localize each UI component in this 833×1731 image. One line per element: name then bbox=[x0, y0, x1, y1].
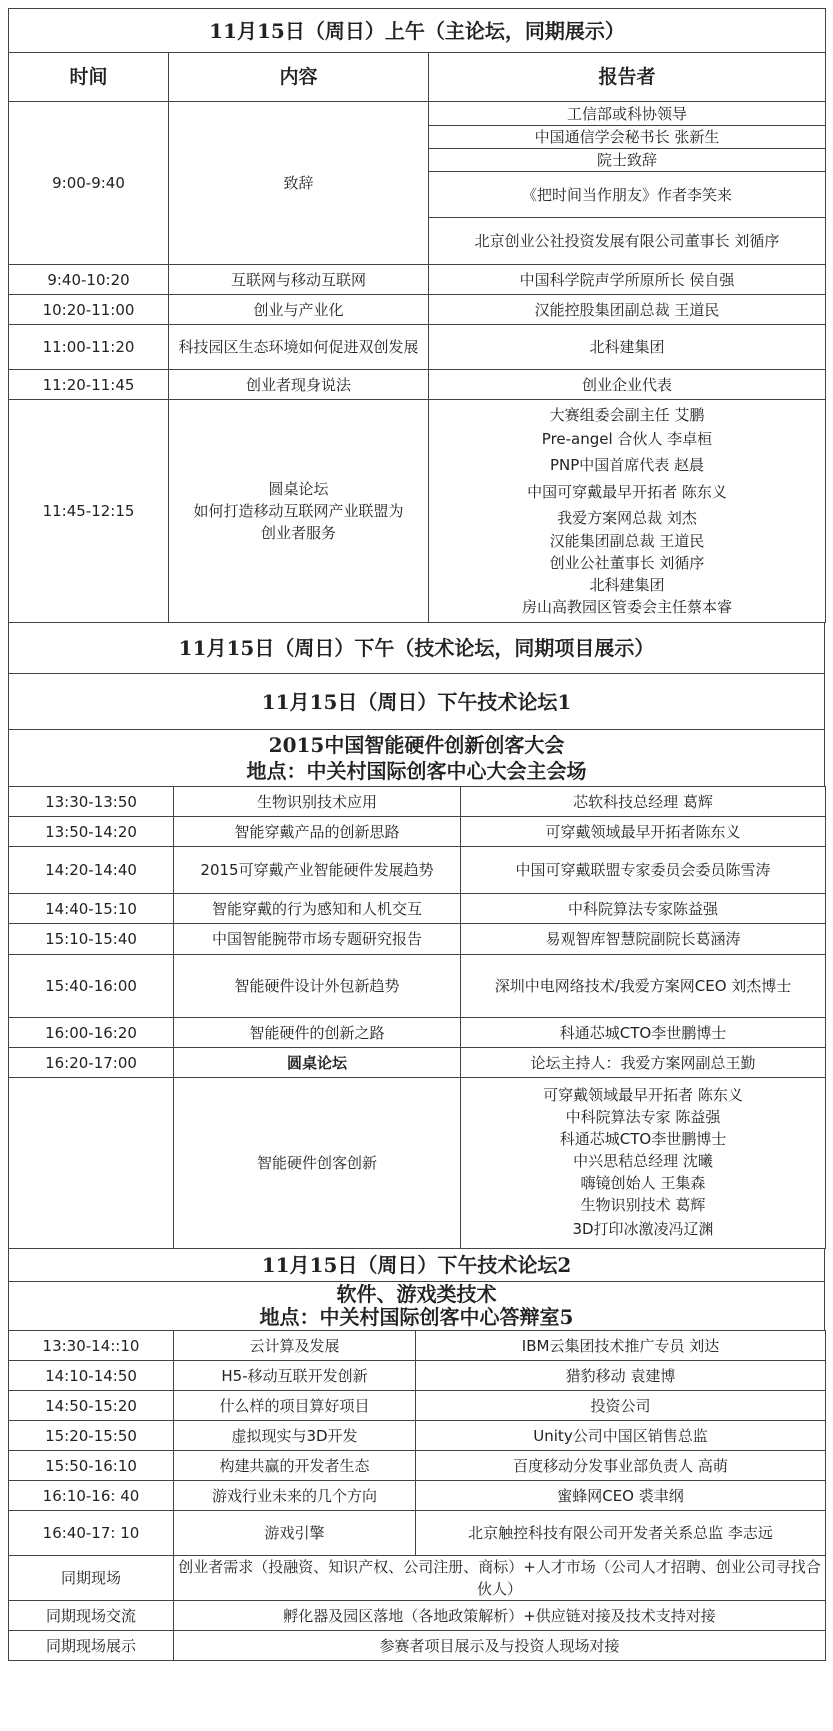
forum2-title-table bbox=[8, 1248, 825, 1331]
row-time: 13:30-14::10 bbox=[9, 1331, 174, 1361]
schedule-document bbox=[8, 8, 825, 1661]
panel-speaker: 3D打印冰激凌冯辽渊 bbox=[572, 1220, 714, 1238]
row-content: 智能硬件的创新之路 bbox=[174, 1018, 461, 1048]
roundtable-speaker: 中国可穿戴最早开拓者 陈东义 bbox=[527, 483, 727, 501]
row-content: 智能穿戴的行为感知和人机交互 bbox=[174, 894, 461, 924]
header-time: 时间 bbox=[9, 53, 169, 102]
extra-label: 同期现场 bbox=[9, 1556, 174, 1601]
row-time: 14:20-14:40 bbox=[9, 847, 174, 894]
row-speaker: 深圳中电网络技术/我爱方案网CEO 刘杰博士 bbox=[461, 955, 826, 1018]
table-row bbox=[9, 1601, 826, 1631]
extras-table bbox=[8, 1555, 826, 1661]
table-row bbox=[9, 370, 826, 400]
table-row bbox=[9, 1556, 826, 1601]
row-time: 16:00-16:20 bbox=[9, 1018, 174, 1048]
row-speaker: Unity公司中国区销售总监 bbox=[416, 1421, 826, 1451]
row-content: 2015可穿戴产业智能硬件发展趋势 bbox=[174, 847, 461, 894]
table-row bbox=[9, 924, 826, 955]
row-content: 科技园区生态环境如何促进双创发展 bbox=[169, 325, 429, 370]
extra-content: 创业者需求（投融资、知识产权、公司注册、商标）+人才市场（公司人才招聘、创业公司寻找合伙人） bbox=[174, 1556, 826, 1601]
row-time: 15:50-16:10 bbox=[9, 1451, 174, 1481]
forum1-title: 11月15日（周日）下午技术论坛1 bbox=[9, 674, 825, 730]
table-row bbox=[9, 325, 826, 370]
row-time: 11:20-11:45 bbox=[9, 370, 169, 400]
row-time: 13:50-14:20 bbox=[9, 817, 174, 847]
roundtable-speaker: 北科建集团 bbox=[589, 576, 665, 594]
table-row bbox=[9, 1331, 826, 1361]
row-content: 虚拟现实与3D开发 bbox=[174, 1421, 416, 1451]
roundtable-speaker: 我爱方案网总裁 刘杰 bbox=[557, 509, 697, 527]
opening-time: 9:00-9:40 bbox=[9, 102, 169, 265]
table-row bbox=[9, 1511, 826, 1556]
table-row bbox=[9, 1048, 826, 1078]
table-row bbox=[9, 1361, 826, 1391]
table-row bbox=[9, 1391, 826, 1421]
row-time: 13:30-13:50 bbox=[9, 787, 174, 817]
forum1-table bbox=[8, 786, 826, 1249]
row-content: H5-移动互联开发创新 bbox=[174, 1361, 416, 1391]
afternoon-title: 11月15日（周日）下午（技术论坛，同期项目展示） bbox=[9, 623, 825, 674]
afternoon-title-table bbox=[8, 622, 825, 787]
forum1-subtitle bbox=[9, 730, 825, 787]
row-time: 15:20-15:50 bbox=[9, 1421, 174, 1451]
row-speaker: IBM云集团技术推广专员 刘达 bbox=[416, 1331, 826, 1361]
panel-speaker: 中兴思秸总经理 沈曦 bbox=[573, 1152, 713, 1170]
panel-time bbox=[9, 1078, 174, 1249]
row-content: 构建共赢的开发者生态 bbox=[174, 1451, 416, 1481]
roundtable-content-line: 如何打造移动互联网产业联盟为 bbox=[193, 502, 404, 520]
table-row bbox=[9, 817, 826, 847]
forum1-subtitle-name: 2015中国智能硬件创新创客大会 bbox=[268, 733, 565, 757]
opening-speaker: 《把时间当作朋友》作者李笑来 bbox=[429, 172, 826, 218]
row-speaker: 北京触控科技有限公司开发者关系总监 李志远 bbox=[416, 1511, 826, 1556]
extra-content: 孵化器及园区落地（各地政策解析）+供应链对接及技术支持对接 bbox=[174, 1601, 826, 1631]
row-speaker: 中国科学院声学所原所长 侯自强 bbox=[429, 265, 826, 295]
row-speaker: 可穿戴领域最早开拓者陈东义 bbox=[461, 817, 826, 847]
row-time: 16:10-16: 40 bbox=[9, 1481, 174, 1511]
forum2-subtitle-location: 地点：中关村国际创客中心答辩室5 bbox=[259, 1305, 574, 1329]
forum2-subtitle bbox=[9, 1282, 825, 1331]
row-time: 11:00-11:20 bbox=[9, 325, 169, 370]
table-row bbox=[9, 894, 826, 924]
roundtable-speaker: 创业公社董事长 刘循序 bbox=[549, 554, 705, 572]
roundtable-time: 11:45-12:15 bbox=[9, 400, 169, 623]
row-time: 10:20-11:00 bbox=[9, 295, 169, 325]
row-content: 什么样的项目算好项目 bbox=[174, 1391, 416, 1421]
extra-content: 参赛者项目展示及与投资人现场对接 bbox=[174, 1631, 826, 1661]
row-content: 创业与产业化 bbox=[169, 295, 429, 325]
row-time: 15:40-16:00 bbox=[9, 955, 174, 1018]
row-content: 生物识别技术应用 bbox=[174, 787, 461, 817]
forum1-subtitle-location: 地点：中关村国际创客中心大会主会场 bbox=[246, 759, 587, 783]
roundtable-content-line: 创业者服务 bbox=[260, 524, 336, 542]
row-speaker: 猎豹移动 袁建博 bbox=[416, 1361, 826, 1391]
roundtable-row bbox=[9, 400, 826, 623]
row-time: 14:50-15:20 bbox=[9, 1391, 174, 1421]
row-speaker: 汉能控股集团副总裁 王道民 bbox=[429, 295, 826, 325]
table-row bbox=[9, 295, 826, 325]
table-row bbox=[9, 1631, 826, 1661]
extra-label: 同期现场展示 bbox=[9, 1631, 174, 1661]
roundtable-speaker: 房山高教园区管委会主任蔡本睿 bbox=[522, 598, 733, 616]
row-content: 圆桌论坛 bbox=[174, 1048, 461, 1078]
row-speaker: 投资公司 bbox=[416, 1391, 826, 1421]
table-row bbox=[9, 1421, 826, 1451]
roundtable-speaker: 汉能集团副总裁 王道民 bbox=[549, 532, 705, 550]
panel-speaker: 中科院算法专家 陈益强 bbox=[565, 1108, 721, 1126]
panel-speakers bbox=[461, 1078, 826, 1249]
row-speaker: 芯软科技总经理 葛辉 bbox=[461, 787, 826, 817]
roundtable-speaker: PNP中国首席代表 赵晨 bbox=[549, 456, 705, 474]
row-speaker: 论坛主持人：我爱方案网副总王勤 bbox=[461, 1048, 826, 1078]
extra-label: 同期现场交流 bbox=[9, 1601, 174, 1631]
panel-speaker: 生物识别技术 葛辉 bbox=[580, 1196, 706, 1214]
roundtable-content bbox=[169, 400, 429, 623]
header-speaker: 报告者 bbox=[429, 53, 826, 102]
row-speaker: 易观智库智慧院副院长葛涵涛 bbox=[461, 924, 826, 955]
row-content: 创业者现身说法 bbox=[169, 370, 429, 400]
row-content: 游戏引擎 bbox=[174, 1511, 416, 1556]
row-content: 游戏行业未来的几个方向 bbox=[174, 1481, 416, 1511]
roundtable-speaker: 大赛组委会副主任 艾鹏 bbox=[549, 406, 705, 424]
panel-speaker: 可穿戴领域最早开拓者 陈东义 bbox=[543, 1086, 743, 1104]
panel-speaker: 科通芯城CTO李世鹏博士 bbox=[559, 1130, 727, 1148]
roundtable-speaker: Pre-angel 合伙人 李卓桓 bbox=[541, 430, 713, 448]
opening-speaker: 工信部或科协领导 bbox=[429, 102, 826, 126]
row-speaker: 北科建集团 bbox=[429, 325, 826, 370]
panel-content: 智能硬件创客创新 bbox=[174, 1078, 461, 1249]
table-row bbox=[9, 847, 826, 894]
header-content: 内容 bbox=[169, 53, 429, 102]
row-speaker: 科通芯城CTO李世鹏博士 bbox=[461, 1018, 826, 1048]
opening-speaker: 北京创业公社投资发展有限公司董事长 刘循序 bbox=[429, 218, 826, 265]
opening-speaker: 院士致辞 bbox=[429, 149, 826, 172]
row-time: 14:40-15:10 bbox=[9, 894, 174, 924]
row-speaker: 中科院算法专家陈益强 bbox=[461, 894, 826, 924]
row-speaker: 蜜蜂网CEO 裘聿纲 bbox=[416, 1481, 826, 1511]
panel-speaker: 嗨镜创始人 王集森 bbox=[580, 1174, 706, 1192]
forum2-table bbox=[8, 1330, 826, 1556]
row-time: 16:40-17: 10 bbox=[9, 1511, 174, 1556]
forum2-subtitle-name: 软件、游戏类技术 bbox=[336, 1282, 497, 1306]
row-content: 中国智能腕带市场专题研究报告 bbox=[174, 924, 461, 955]
morning-table bbox=[8, 8, 826, 623]
table-row bbox=[9, 1451, 826, 1481]
row-time: 15:10-15:40 bbox=[9, 924, 174, 955]
row-content: 智能硬件设计外包新趋势 bbox=[174, 955, 461, 1018]
forum2-title: 11月15日（周日）下午技术论坛2 bbox=[9, 1249, 825, 1282]
roundtable-content-line: 圆桌论坛 bbox=[268, 480, 329, 498]
row-speaker: 百度移动分发事业部负责人 高萌 bbox=[416, 1451, 826, 1481]
row-time: 16:20-17:00 bbox=[9, 1048, 174, 1078]
table-row bbox=[9, 1481, 826, 1511]
table-row bbox=[9, 955, 826, 1018]
row-speaker: 中国可穿戴联盟专家委员会委员陈雪涛 bbox=[461, 847, 826, 894]
row-time: 14:10-14:50 bbox=[9, 1361, 174, 1391]
panel-row bbox=[9, 1078, 826, 1249]
row-time: 9:40-10:20 bbox=[9, 265, 169, 295]
opening-content: 致辞 bbox=[169, 102, 429, 265]
row-content: 互联网与移动互联网 bbox=[169, 265, 429, 295]
row-content: 智能穿戴产品的创新思路 bbox=[174, 817, 461, 847]
row-speaker: 创业企业代表 bbox=[429, 370, 826, 400]
table-row bbox=[9, 787, 826, 817]
opening-speaker: 中国通信学会秘书长 张新生 bbox=[429, 126, 826, 149]
morning-title: 11月15日（周日）上午（主论坛，同期展示） bbox=[9, 9, 826, 53]
table-row bbox=[9, 1018, 826, 1048]
table-row bbox=[9, 265, 826, 295]
row-content: 云计算及发展 bbox=[174, 1331, 416, 1361]
roundtable-speakers bbox=[429, 400, 826, 623]
